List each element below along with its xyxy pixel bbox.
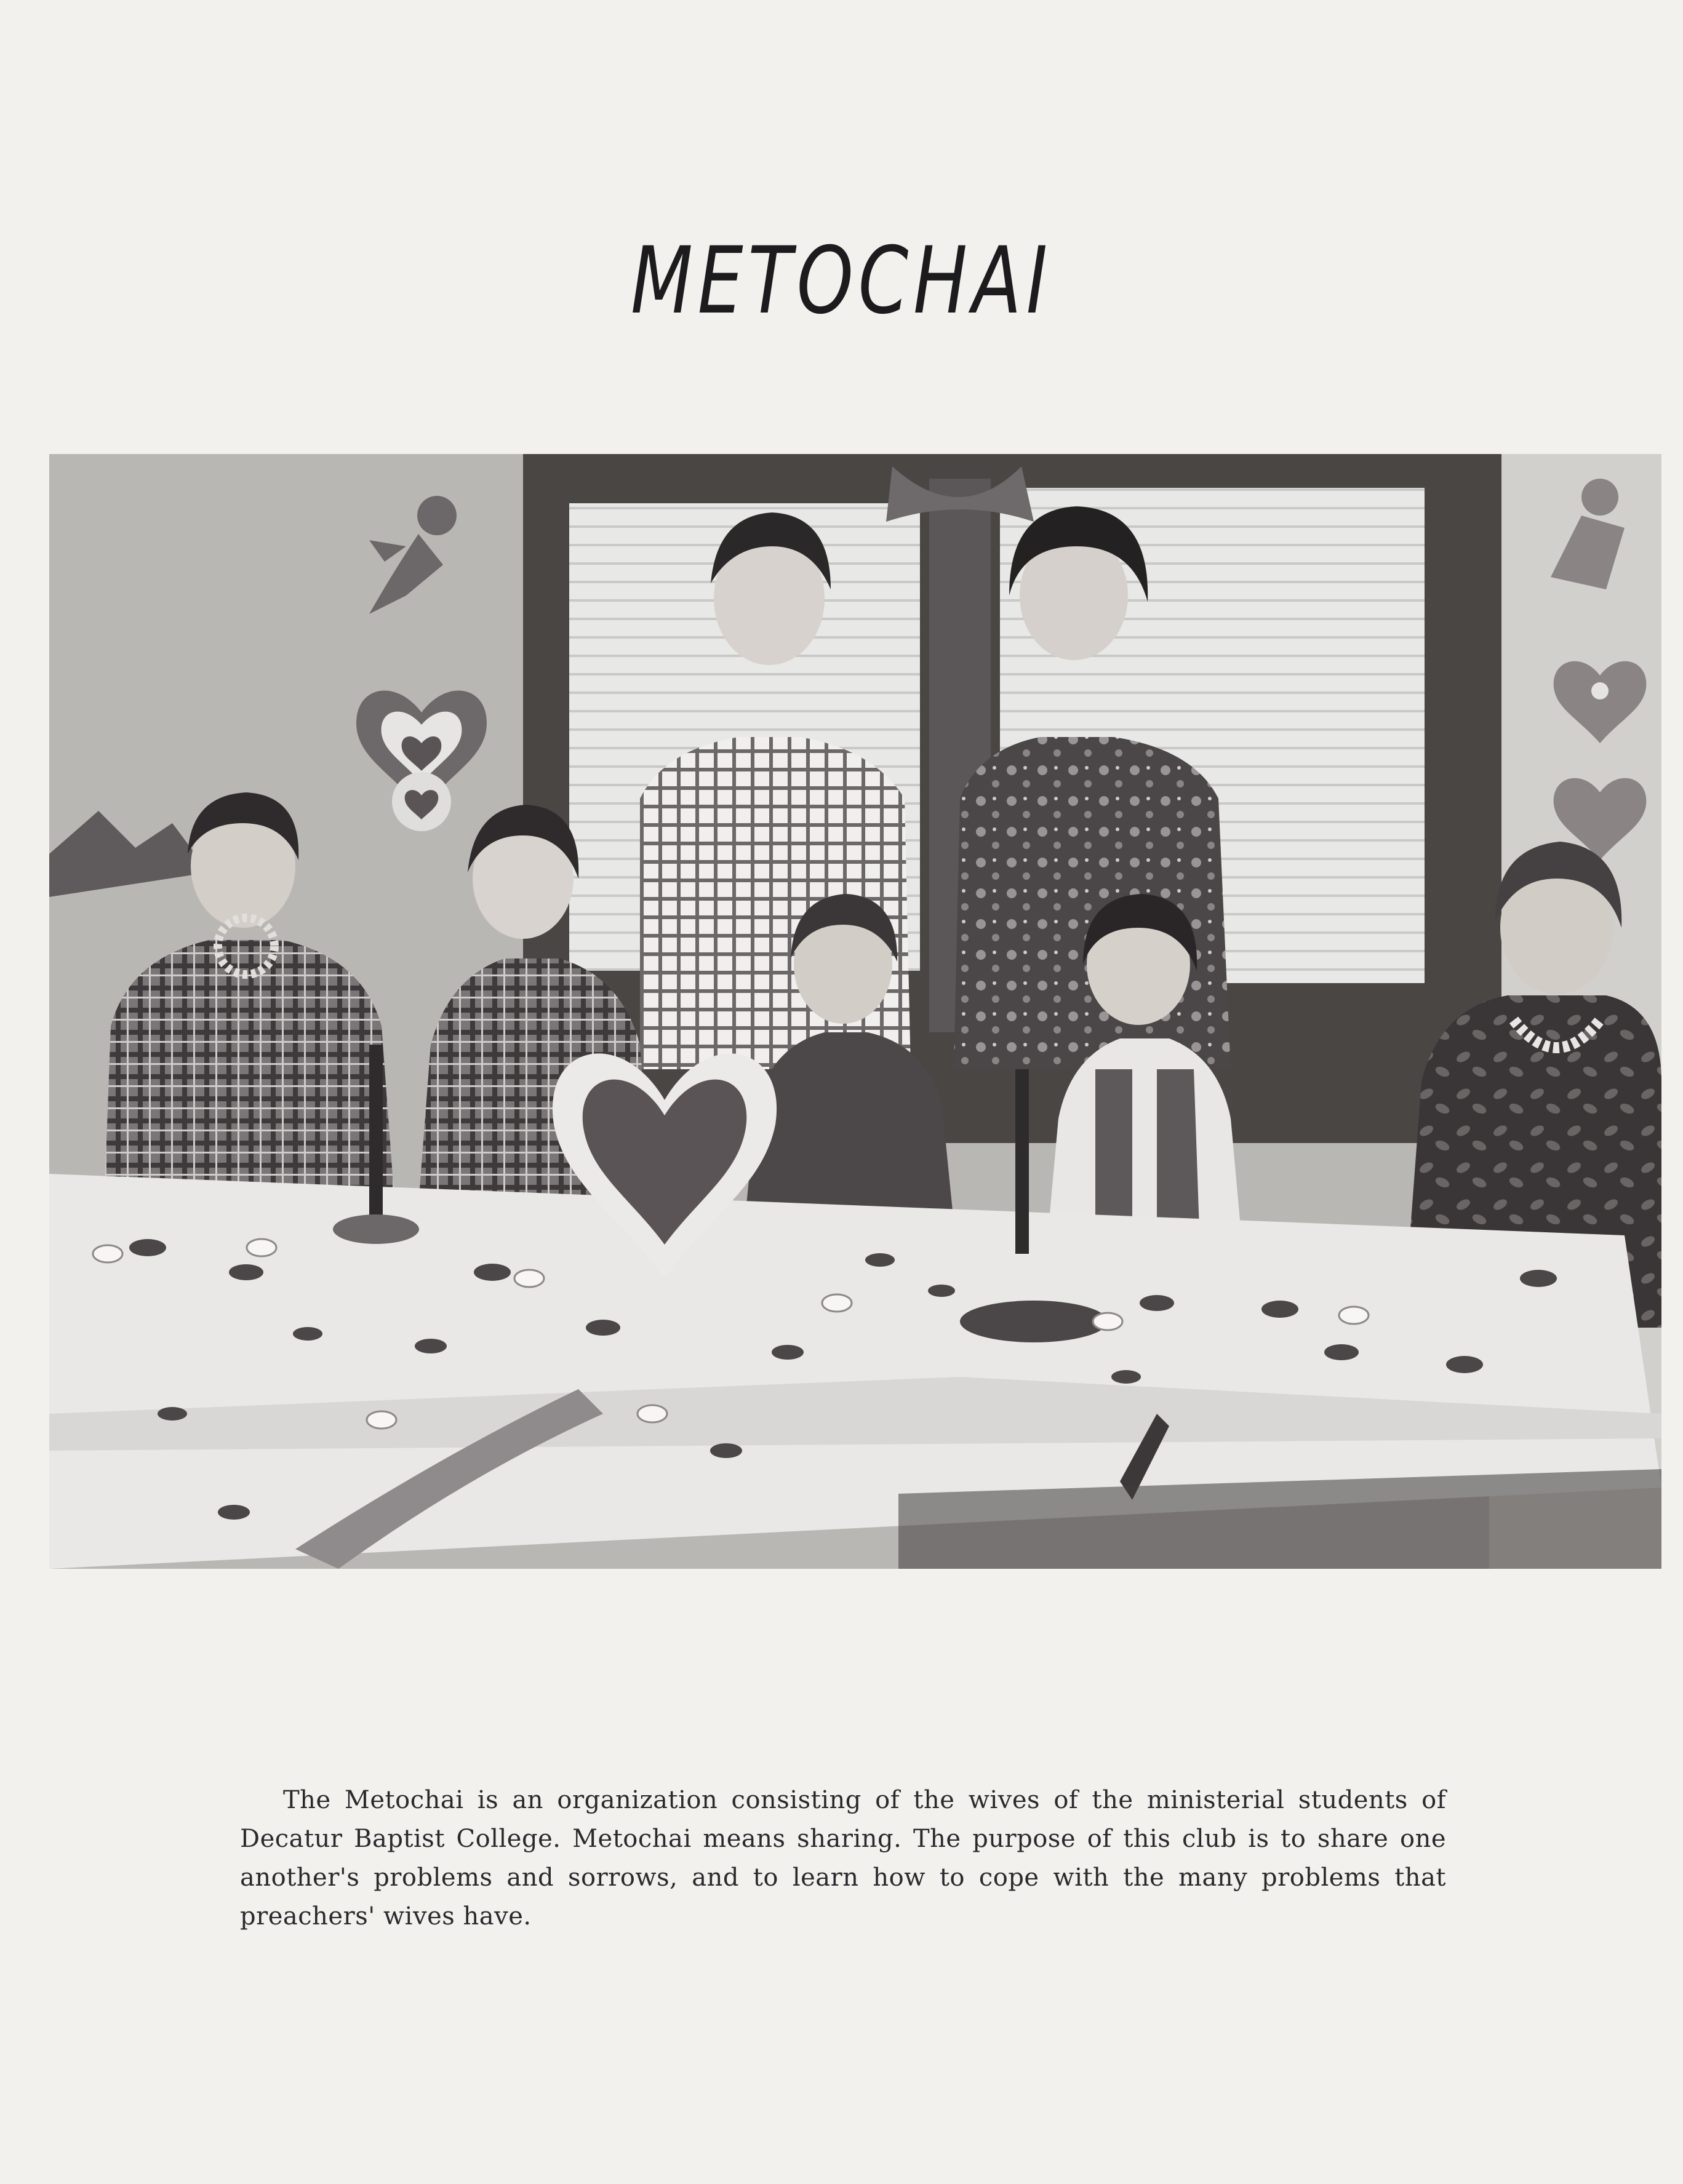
caption-paragraph: The Metochai is an organization consisting of the wives of the ministerial students of Decatur Baptist College. Metochai means sharing. The purpose of this club is to share one another's problems and sorrows, and to learn how to cope with the many problems that preachers' wives have. — [240, 1786, 1446, 1931]
group-photo — [49, 454, 1661, 1569]
page-title: METOCHAI — [630, 228, 1053, 335]
